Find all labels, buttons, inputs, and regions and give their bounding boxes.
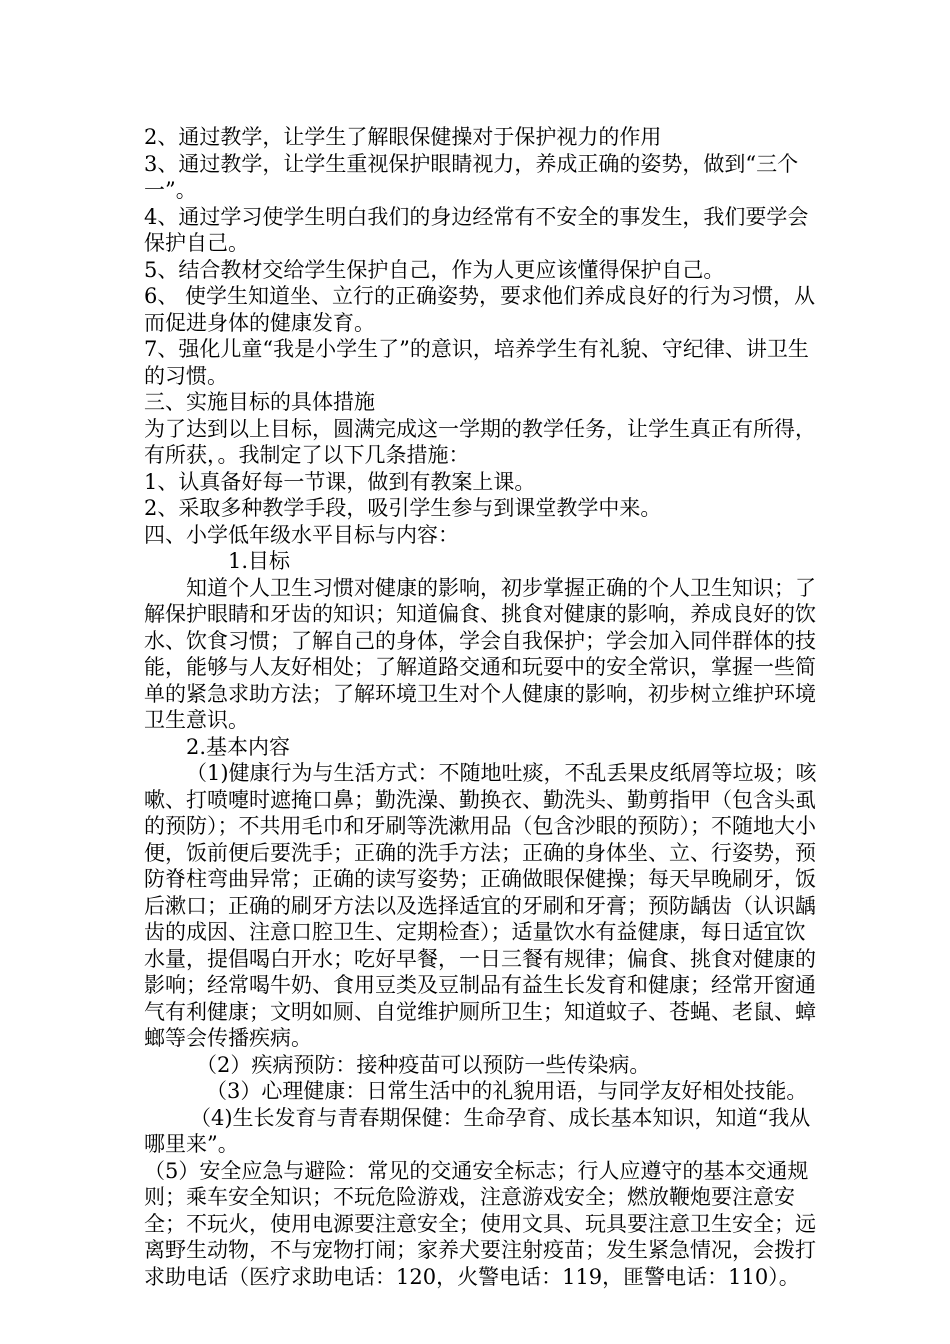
content-heading: 2.基本内容 [186, 734, 291, 759]
objective-4: 4、通过学习使学生明白我们的身边经常有不安全的事发生，我们要学会保护自己。 [144, 204, 809, 255]
section-3-intro: 为了达到以上目标，圆满完成这一学期的教学任务，让学生真正有所得，有所获，。我制定了以下几条措施： [144, 416, 816, 467]
content-item-4: （4)生长发育与青春期保健：生命孕育、成长基本知识，知道“我从哪里来”。 [144, 1105, 811, 1156]
goal-heading: 1.目标 [228, 549, 291, 573]
objective-5: 5、结合教材交给学生保护自己，作为人更应该懂得保护自己。 [144, 257, 725, 282]
content-item-2: （2）疾病预防：接种疫苗可以预防一些传染病。 [196, 1052, 651, 1077]
document-body [144, 124, 824, 1290]
measure-2: 2、采取多种教学手段，吸引学生参与到课堂教学中来。 [144, 496, 662, 520]
goal-paragraph: 知道个人卫生习惯对健康的影响，初步掌握正确的个人卫生知识；了解保护眼睛和牙齿的知识；知道偏食、挑食对健康的影响，养成良好的饮水、饮食习惯；了解自己的身体，学会自我保护；学会加入同伴群体的技能，能够与人友好相处；了解道路交通和玩耍中的安全常识，掌握一些简单的紧急求助方法；了解环境卫生对个人健康的影响，初步树立维护环境卫生意识。 [144, 575, 816, 732]
objective-3: 3、通过教学，让学生重视保护眼睛视力，养成正确的姿势，做到“三个一”。 [144, 151, 799, 202]
objective-6: 6、 使学生知道坐、立行的正确姿势，要求他们养成良好的行为习惯，从而促进身体的健康发育。 [144, 284, 816, 335]
measure-1: 1、认真备好每一节课，做到有教案上课。 [144, 469, 536, 494]
content-item-3: （3）心理健康：日常生活中的礼貌用语，与同学友好相处技能。 [206, 1079, 808, 1103]
content-item-5: （5）安全应急与避险：常见的交通安全标志；行人应遵守的基本交通规则；乘车安全知识；不玩危险游戏，注意游戏安全；燃放鞭炮要注意安全；不玩火，使用电源要注意安全；使用文具、玩具要注意卫生安全；远离野生动物，不与宠物打闹；家养犬要注射疫苗；发生紧急情况，会拨打求助电话（医疗求助电话：120，火警电话：119，匪警电话：110）。 [144, 1158, 816, 1289]
section-3-heading: 三、实施目标的具体措施 [144, 390, 375, 414]
section-4-heading: 四、小学低年级水平目标与内容： [144, 522, 459, 547]
objective-7: 7、强化儿童“我是小学生了”的意识，培养学生有礼貌、守纪律、讲卫生的习惯。 [144, 337, 809, 388]
content-item-1: （1)健康行为与生活方式：不随地吐痰，不乱丢果皮纸屑等垃圾；咳嗽、打喷嚏时遮掩口鼻；勤洗澡、勤换衣、勤洗头、勤剪指甲（包含头虱的预防）；不共用毛巾和牙刷等洗漱用品（包含沙眼的预防）；不随地大小便，饭前便后要洗手；正确的洗手方法；正确的身体坐、立、行姿势，预防脊柱弯曲异常；正确的读写姿势；正确做眼保健操；每天早晚刷牙，饭后漱口；正确的刷牙方法以及选择适宜的牙刷和牙膏；预防龋齿（认识龋齿的成因、注意口腔卫生、定期检查）；适量饮水有益健康，每日适宜饮水量，提倡喝白开水；吃好早餐，一日三餐有规律；偏食、挑食对健康的影响；经常喝牛奶、食用豆类及豆制品有益生长发育和健康；经常开窗通气有利健康；文明如厕、自觉维护厕所卫生；知道蚊子、苍蝇、老鼠、蟑螂等会传播疾病。 [144, 761, 817, 1050]
objective-2: 2、通过教学，让学生了解眼保健操对于保护视力的作用 [144, 125, 662, 149]
